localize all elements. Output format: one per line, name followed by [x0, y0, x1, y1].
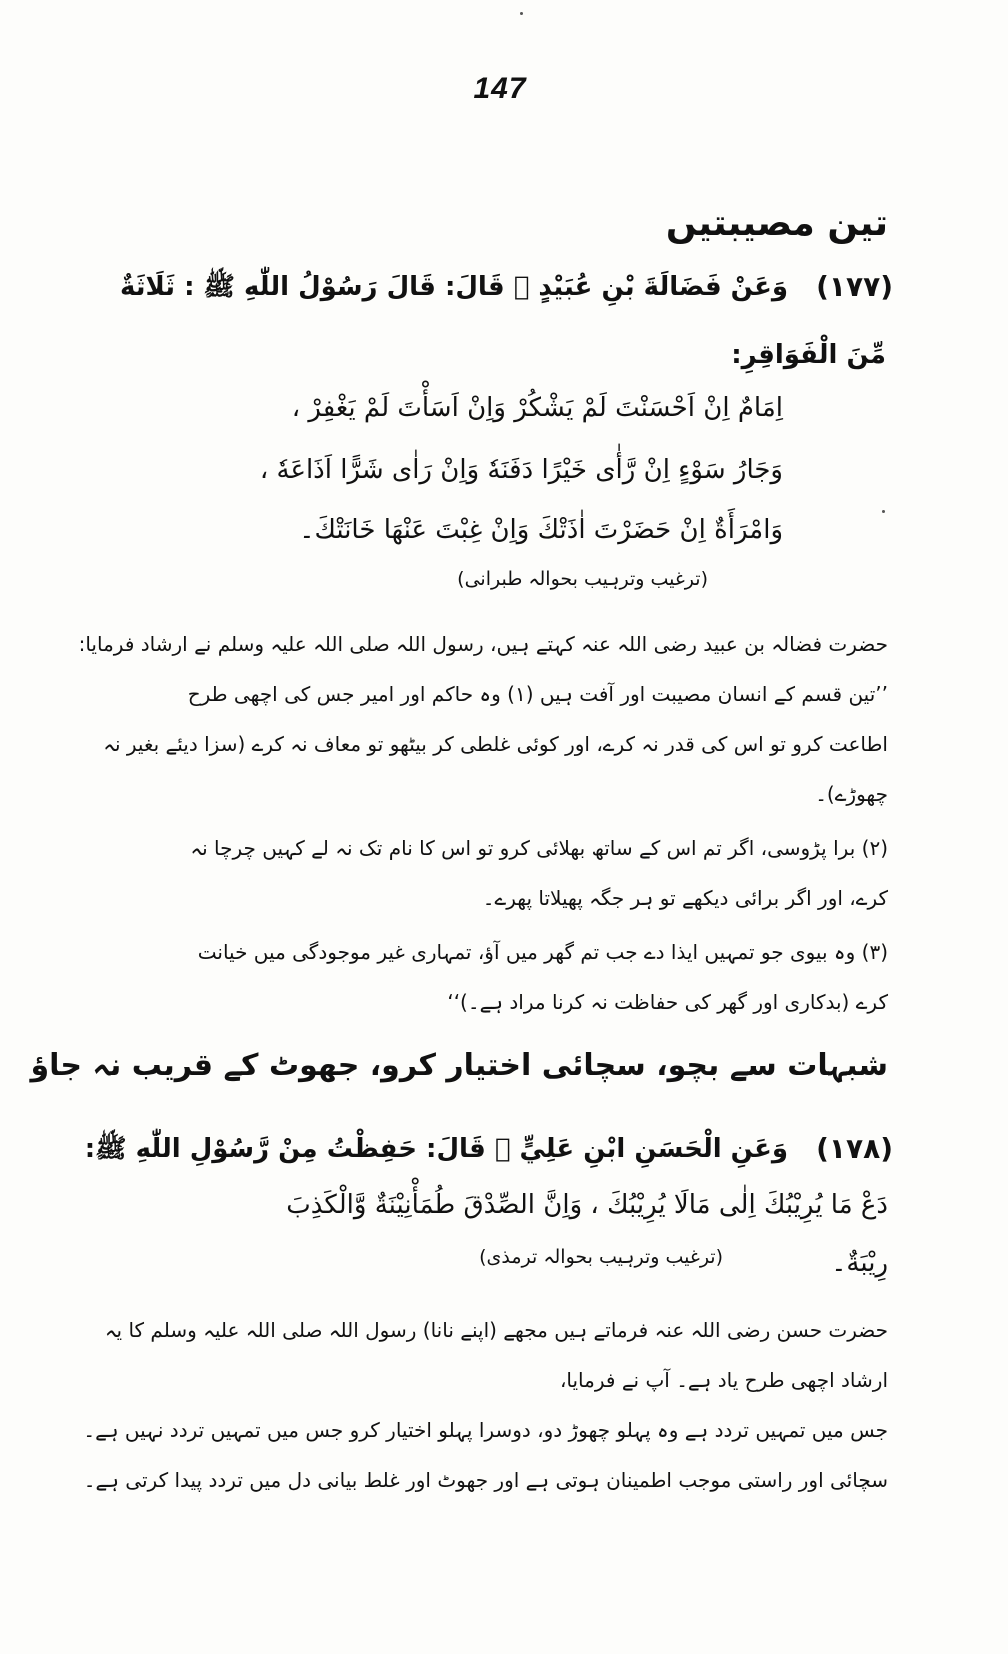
scan-speck	[520, 12, 523, 15]
urdu-translation-line: ’’تین قسم کے انسان مصیبت اور آفت ہیں (۱) وہ حاکم اور امیر جس کی اچھی طرح	[187, 682, 888, 706]
urdu-translation-line: (۲) برا پڑوسی، اگر تم اس کے ساتھ بھلائی کرو تو اس کا نام تک نہ لے کہیں چرچا نہ	[190, 836, 888, 860]
hadith-header-line	[84, 1132, 893, 1178]
hadith-number: (۱۷۸)	[816, 1132, 893, 1165]
hadith-arabic-line: اِمَامٌ اِنْ اَحْسَنْتَ لَمْ يَشْكُرْ وَاِنْ اَسَأْتَ لَمْ يَغْفِرْ ،	[291, 393, 783, 423]
section-heading: تین مصیبتیں	[665, 203, 888, 244]
urdu-translation-line: حضرت فضالہ بن عبید رضی اللہ عنہ کہتے ہیں، رسول اللہ صلی اللہ علیہ وسلم نے ارشاد فرمایا:	[78, 632, 888, 656]
scan-speck	[882, 510, 885, 513]
urdu-translation-line: اطاعت کرو تو اس کی قدر نہ کرے، اور کوئی غلطی کر بیٹھو تو معاف نہ کرے (سزا دیئے بغیر نہ	[103, 732, 888, 756]
hadith-header-line	[115, 270, 893, 316]
urdu-translation-line: سچائی اور راستی موجب اطمینان ہوتی ہے اور جھوٹ اور غلط بیانی دل میں تردد پیدا کرتی ہے۔	[83, 1468, 888, 1492]
page-number: 147	[473, 72, 527, 105]
urdu-translation-line: کرے، اور اگر برائی دیکھے تو ہر جگہ پھیلاتا پھرے۔	[482, 886, 888, 910]
urdu-translation-line: (۳) وہ بیوی جو تمہیں ایذا دے جب تم گھر میں آؤ، تمہاری غیر موجودگی میں خیانت	[197, 940, 888, 964]
urdu-translation-line: جس میں تمہیں تردد ہے وہ پہلو چھوڑ دو، دوسرا پہلو اختیار کرو جس میں تمہیں تردد نہیں ہے۔	[83, 1418, 888, 1442]
hadith-arabic-intro: وَعَنْ فَضَالَةَ بْنِ عُبَيْدٍ ﷛ قَالَ: قَالَ رَسُوْلُ اللّٰهِ ﷺ : ثَلَاثَةٌ	[120, 272, 788, 302]
urdu-translation-line: ارشاد اچھی طرح یاد ہے۔ آپ نے فرمایا،	[559, 1368, 888, 1392]
section-heading: شبہات سے بچو، سچائی اختیار کرو، جھوٹ کے قریب نہ جاؤ	[30, 1048, 888, 1083]
hadith-arabic-line: دَعْ مَا يُرِيْبُكَ اِلٰى مَالَا يُرِيْبُكَ ، وَاِنَّ الصِّدْقَ طُمَأْنِيْنَةٌ وَّالْكَذِبَ	[286, 1190, 888, 1220]
hadith-arabic-line: وَامْرَأَةٌ اِنْ حَضَرْتَ اٰذَتْكَ وَاِنْ غِبْتَ عَنْهَا خَانَتْكَ۔	[299, 515, 783, 545]
hadith-reference: (ترغیب وترہیب بحوالہ طبرانی)	[457, 568, 708, 590]
urdu-translation-line: کرے (بدکاری اور گھر کی حفاظت نہ کرنا مراد ہے۔)‘‘	[447, 990, 888, 1014]
hadith-arabic-line: وَجَارُ سَوْءٍ اِنْ رَّأٰى خَيْرًا دَفَنَهٗ وَاِنْ رَاٰى شَرًّا اَذَاعَهٗ ،	[259, 455, 783, 485]
hadith-reference: (ترغیب وترہیب بحوالہ ترمذی)	[479, 1246, 723, 1268]
hadith-number: (۱۷۷)	[816, 270, 893, 303]
hadith-arabic-intro: وَعَنِ الْحَسَنِ ابْنِ عَلِيٍّ ﷛ قَالَ: حَفِظْتُ مِنْ رَّسُوْلِ اللّٰهِ ﷺ:	[84, 1134, 788, 1164]
urdu-translation-line: حضرت حسن رضی اللہ عنہ فرماتے ہیں مجھے (اپنے نانا) رسول اللہ صلی اللہ علیہ وسلم کا یہ	[104, 1318, 888, 1342]
hadith-arabic-line: رِيْبَةٌ۔	[831, 1248, 888, 1278]
hadith-arabic-intro-cont: مِّنَ الْفَوَاقِرِ:	[731, 340, 886, 370]
urdu-translation-line: چھوڑے)۔	[815, 782, 888, 806]
